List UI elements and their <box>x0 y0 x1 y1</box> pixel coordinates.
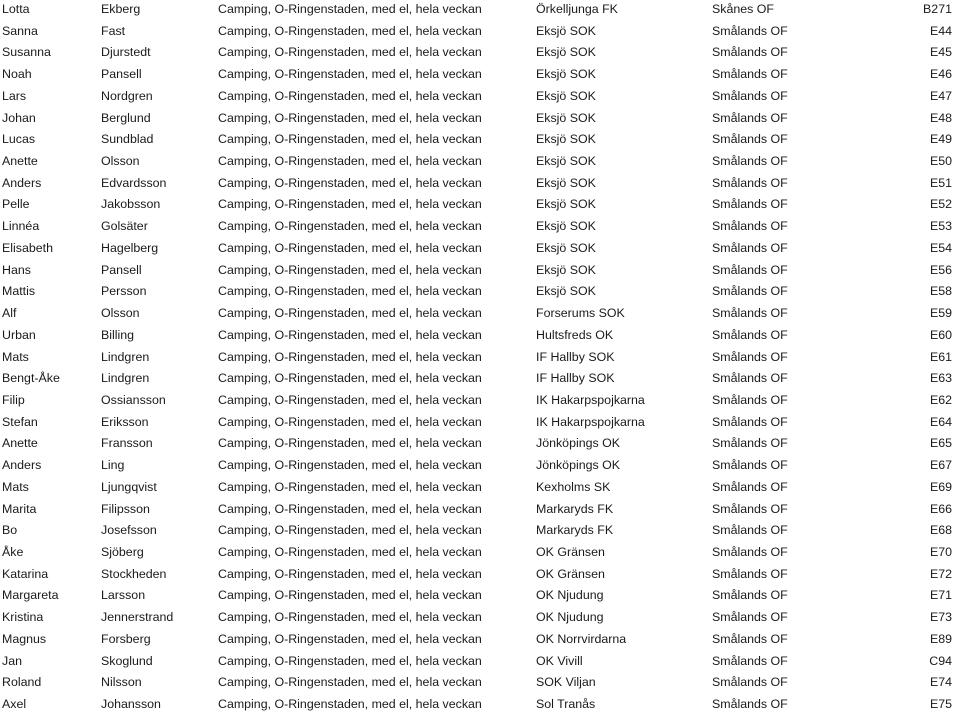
accommodation-cell: Camping, O-Ringenstaden, med el, hela veckan <box>218 545 482 559</box>
district-cell: Smålands OF <box>712 23 788 38</box>
accommodation-cell: Camping, O-Ringenstaden, med el, hela veckan <box>218 262 482 277</box>
spot-number-cell: E48 <box>929 110 952 125</box>
last-name-cell: Eriksson <box>101 414 149 429</box>
first-name-cell: Anette <box>2 154 38 169</box>
accommodation-cell: Camping, O-Ringenstaden, med el, hela veckan <box>218 458 482 473</box>
first-name-cell: Kristina <box>2 610 44 625</box>
table-row <box>0 479 960 501</box>
first-name-cell: Magnus <box>2 631 47 646</box>
table-row <box>0 674 960 696</box>
table-row <box>0 175 960 197</box>
accommodation-cell: Camping, O-Ringenstaden, med el, hela veckan <box>218 219 482 234</box>
accommodation-cell: Camping, O-Ringenstaden, med el, hela veckan <box>218 2 482 16</box>
club-cell: Eksjö SOK <box>536 197 596 212</box>
accommodation-cell: Camping, O-Ringenstaden, med el, hela veckan <box>218 392 482 407</box>
first-name-cell: Axel <box>2 697 27 712</box>
club-cell: Eksjö SOK <box>536 45 596 60</box>
last-name-cell: Ossiansson <box>101 392 166 407</box>
table-row <box>0 587 960 609</box>
district-cell: Smålands OF <box>712 588 788 603</box>
spot-number-cell: E58 <box>929 284 952 299</box>
district-cell: Smålands OF <box>712 88 788 103</box>
accommodation-cell: Camping, O-Ringenstaden, med el, hela veckan <box>218 501 482 516</box>
club-cell: Eksjö SOK <box>536 240 596 255</box>
table-row <box>0 327 960 349</box>
table-row <box>0 262 960 284</box>
district-cell: Smålands OF <box>712 67 788 82</box>
district-cell: Smålands OF <box>712 154 788 169</box>
table-row <box>0 566 960 588</box>
table-row <box>0 370 960 392</box>
last-name-cell: Larsson <box>101 588 146 603</box>
club-cell: IK Hakarpspojkarna <box>536 414 645 429</box>
table-row <box>0 522 960 544</box>
spot-number-cell: E49 <box>929 132 952 147</box>
first-name-cell: Pelle <box>2 197 30 212</box>
accommodation-cell: Camping, O-Ringenstaden, med el, hela veckan <box>218 132 482 147</box>
district-cell: Smålands OF <box>712 306 788 321</box>
table-row <box>0 631 960 653</box>
last-name-cell: Jennerstrand <box>101 610 174 625</box>
last-name-cell: Nilsson <box>101 675 142 690</box>
first-name-cell: Marita <box>2 501 37 516</box>
spot-number-cell: E67 <box>929 458 952 473</box>
club-cell: Jönköpings OK <box>536 436 621 451</box>
club-cell: OK Njudung <box>536 610 604 625</box>
first-name-cell: Elisabeth <box>2 240 53 255</box>
spot-number-cell: E64 <box>929 414 952 429</box>
table-row <box>0 1 960 23</box>
last-name-cell: Djurstedt <box>101 45 151 60</box>
first-name-cell: Johan <box>2 110 36 125</box>
accommodation-cell: Camping, O-Ringenstaden, med el, hela veckan <box>218 88 482 103</box>
first-name-cell: Åke <box>2 545 24 559</box>
spot-number-cell: E68 <box>929 523 952 538</box>
club-cell: Eksjö SOK <box>536 110 596 125</box>
last-name-cell: Billing <box>101 327 135 342</box>
last-name-cell: Edvardsson <box>101 175 167 190</box>
last-name-cell: Jakobsson <box>101 197 161 212</box>
accommodation-cell: Camping, O-Ringenstaden, med el, hela veckan <box>218 371 482 386</box>
last-name-cell: Lindgren <box>101 371 150 386</box>
first-name-cell: Mattis <box>2 284 36 299</box>
accommodation-cell: Camping, O-Ringenstaden, med el, hela veckan <box>218 588 482 603</box>
last-name-cell: Fast <box>101 23 126 38</box>
club-cell: OK Gränsen <box>536 545 605 559</box>
first-name-cell: Roland <box>2 675 42 690</box>
table-row <box>0 153 960 175</box>
district-cell: Smålands OF <box>712 219 788 234</box>
accommodation-cell: Camping, O-Ringenstaden, med el, hela veckan <box>218 697 482 712</box>
club-cell: Eksjö SOK <box>536 67 596 82</box>
last-name-cell: Ling <box>101 458 125 473</box>
first-name-cell: Filip <box>2 392 25 407</box>
club-cell: IF Hallby SOK <box>536 371 615 386</box>
spot-number-cell: E56 <box>929 262 952 277</box>
club-cell: Hultsfreds OK <box>536 327 614 342</box>
last-name-cell: Sjöberg <box>101 545 144 559</box>
spot-number-cell: B271 <box>923 2 952 16</box>
club-cell: Sol Tranås <box>536 697 596 712</box>
accommodation-cell: Camping, O-Ringenstaden, med el, hela veckan <box>218 349 482 364</box>
club-cell: IF Hallby SOK <box>536 349 615 364</box>
club-cell: Örkelljunga FK <box>536 2 618 16</box>
table-row <box>0 609 960 631</box>
accommodation-cell: Camping, O-Ringenstaden, med el, hela veckan <box>218 479 482 494</box>
accommodation-cell: Camping, O-Ringenstaden, med el, hela veckan <box>218 240 482 255</box>
spot-number-cell: E65 <box>929 436 952 451</box>
last-name-cell: Ljungqvist <box>101 479 157 494</box>
district-cell: Smålands OF <box>712 436 788 451</box>
spot-number-cell: E70 <box>929 545 952 559</box>
accommodation-cell: Camping, O-Ringenstaden, med el, hela veckan <box>218 197 482 212</box>
club-cell: Kexholms SK <box>536 479 611 494</box>
accommodation-cell: Camping, O-Ringenstaden, med el, hela veckan <box>218 631 482 646</box>
last-name-cell: Johansson <box>101 697 161 712</box>
first-name-cell: Bengt-Åke <box>2 371 60 386</box>
table-row <box>0 544 960 566</box>
first-name-cell: Urban <box>2 327 36 342</box>
accommodation-cell: Camping, O-Ringenstaden, med el, hela veckan <box>218 414 482 429</box>
club-cell: IK Hakarpspojkarna <box>536 392 645 407</box>
last-name-cell: Forsberg <box>101 631 151 646</box>
spot-number-cell: E54 <box>929 240 952 255</box>
spot-number-cell: E74 <box>929 675 952 690</box>
last-name-cell: Berglund <box>101 110 151 125</box>
club-cell: OK Vivill <box>536 653 583 668</box>
spot-number-cell: E45 <box>929 45 952 60</box>
first-name-cell: Bo <box>2 523 18 538</box>
club-cell: Eksjö SOK <box>536 154 596 169</box>
club-cell: Forserums SOK <box>536 306 625 321</box>
district-cell: Smålands OF <box>712 414 788 429</box>
accommodation-cell: Camping, O-Ringenstaden, med el, hela veckan <box>218 175 482 190</box>
district-cell: Smålands OF <box>712 653 788 668</box>
last-name-cell: Olsson <box>101 306 140 321</box>
district-cell: Smålands OF <box>712 458 788 473</box>
accommodation-cell: Camping, O-Ringenstaden, med el, hela veckan <box>218 110 482 125</box>
spot-number-cell: E50 <box>929 154 952 169</box>
spot-number-cell: E63 <box>929 371 952 386</box>
spot-number-cell: E59 <box>929 306 952 321</box>
last-name-cell: Hagelberg <box>101 240 159 255</box>
table-row <box>0 23 960 45</box>
district-cell: Skånes OF <box>712 2 774 16</box>
accommodation-cell: Camping, O-Ringenstaden, med el, hela veckan <box>218 653 482 668</box>
table-row <box>0 457 960 479</box>
district-cell: Smålands OF <box>712 566 788 581</box>
table-row <box>0 131 960 153</box>
last-name-cell: Olsson <box>101 154 140 169</box>
table-row <box>0 283 960 305</box>
district-cell: Smålands OF <box>712 501 788 516</box>
table-row <box>0 305 960 327</box>
first-name-cell: Jan <box>2 653 22 668</box>
last-name-cell: Lindgren <box>101 349 150 364</box>
district-cell: Smålands OF <box>712 523 788 538</box>
club-cell: Jönköpings OK <box>536 458 621 473</box>
first-name-cell: Mats <box>2 479 29 494</box>
first-name-cell: Lotta <box>2 2 30 16</box>
club-cell: OK Norrvirdarna <box>536 631 627 646</box>
first-name-cell: Margareta <box>2 588 59 603</box>
accommodation-cell: Camping, O-Ringenstaden, med el, hela veckan <box>218 154 482 169</box>
district-cell: Smålands OF <box>712 675 788 690</box>
spot-number-cell: E72 <box>929 566 952 581</box>
first-name-cell: Lars <box>2 88 27 103</box>
accommodation-cell: Camping, O-Ringenstaden, med el, hela veckan <box>218 45 482 60</box>
district-cell: Smålands OF <box>712 262 788 277</box>
district-cell: Smålands OF <box>712 349 788 364</box>
district-cell: Smålands OF <box>712 132 788 147</box>
spot-number-cell: E75 <box>929 697 952 712</box>
club-cell: Eksjö SOK <box>536 88 596 103</box>
last-name-cell: Sundblad <box>101 132 154 147</box>
district-cell: Smålands OF <box>712 545 788 559</box>
district-cell: Smålands OF <box>712 610 788 625</box>
district-cell: Smålands OF <box>712 392 788 407</box>
spot-number-cell: E60 <box>929 327 952 342</box>
first-name-cell: Lucas <box>2 132 36 147</box>
table-row <box>0 240 960 262</box>
table-row <box>0 435 960 457</box>
accommodation-cell: Camping, O-Ringenstaden, med el, hela veckan <box>218 284 482 299</box>
accommodation-cell: Camping, O-Ringenstaden, med el, hela veckan <box>218 327 482 342</box>
district-cell: Smålands OF <box>712 110 788 125</box>
last-name-cell: Pansell <box>101 67 142 82</box>
club-cell: OK Gränsen <box>536 566 605 581</box>
table-row <box>0 196 960 218</box>
first-name-cell: Anette <box>2 436 38 451</box>
last-name-cell: Stockheden <box>101 566 167 581</box>
district-cell: Smålands OF <box>712 175 788 190</box>
table-row <box>0 66 960 88</box>
spot-number-cell: E71 <box>929 588 952 603</box>
district-cell: Smålands OF <box>712 327 788 342</box>
last-name-cell: Nordgren <box>101 88 153 103</box>
spot-number-cell: E46 <box>929 67 952 82</box>
first-name-cell: Anders <box>2 175 42 190</box>
table-row <box>0 653 960 675</box>
table-row <box>0 88 960 110</box>
district-cell: Smålands OF <box>712 240 788 255</box>
spot-number-cell: C94 <box>929 653 952 668</box>
club-cell: Eksjö SOK <box>536 219 596 234</box>
district-cell: Smålands OF <box>712 631 788 646</box>
first-name-cell: Alf <box>2 306 17 321</box>
last-name-cell: Pansell <box>101 262 142 277</box>
accommodation-cell: Camping, O-Ringenstaden, med el, hela veckan <box>218 67 482 82</box>
spot-number-cell: E69 <box>929 479 952 494</box>
first-name-cell: Katarina <box>2 566 49 581</box>
club-cell: Markaryds FK <box>536 501 614 516</box>
last-name-cell: Golsäter <box>101 219 148 234</box>
club-cell: OK Njudung <box>536 588 604 603</box>
district-cell: Smålands OF <box>712 197 788 212</box>
spot-number-cell: E51 <box>929 175 952 190</box>
table-row <box>0 218 960 240</box>
spot-number-cell: E47 <box>929 88 952 103</box>
table-row <box>0 44 960 66</box>
accommodation-cell: Camping, O-Ringenstaden, med el, hela veckan <box>218 675 482 690</box>
first-name-cell: Sanna <box>2 23 38 38</box>
table-row <box>0 349 960 371</box>
spot-number-cell: E61 <box>929 349 952 364</box>
district-cell: Smålands OF <box>712 479 788 494</box>
table-row <box>0 110 960 132</box>
spot-number-cell: E52 <box>929 197 952 212</box>
last-name-cell: Skoglund <box>101 653 153 668</box>
accommodation-cell: Camping, O-Ringenstaden, med el, hela veckan <box>218 610 482 625</box>
club-cell: Eksjö SOK <box>536 23 596 38</box>
first-name-cell: Linnéa <box>2 219 40 234</box>
table-row <box>0 696 960 718</box>
accommodation-cell: Camping, O-Ringenstaden, med el, hela veckan <box>218 306 482 321</box>
spot-number-cell: E66 <box>929 501 952 516</box>
first-name-cell: Mats <box>2 349 29 364</box>
table-row <box>0 392 960 414</box>
accommodation-cell: Camping, O-Ringenstaden, med el, hela veckan <box>218 566 482 581</box>
district-cell: Smålands OF <box>712 697 788 712</box>
club-cell: Markaryds FK <box>536 523 614 538</box>
spot-number-cell: E89 <box>929 631 952 646</box>
club-cell: Eksjö SOK <box>536 284 596 299</box>
first-name-cell: Hans <box>2 262 31 277</box>
last-name-cell: Filipsson <box>101 501 150 516</box>
accommodation-cell: Camping, O-Ringenstaden, med el, hela veckan <box>218 23 482 38</box>
last-name-cell: Persson <box>101 284 147 299</box>
table-row <box>0 414 960 436</box>
spot-number-cell: E53 <box>929 219 952 234</box>
club-cell: Eksjö SOK <box>536 262 596 277</box>
first-name-cell: Noah <box>2 67 32 82</box>
accommodation-cell: Camping, O-Ringenstaden, med el, hela veckan <box>218 436 482 451</box>
table-row <box>0 501 960 523</box>
club-cell: Eksjö SOK <box>536 132 596 147</box>
spot-number-cell: E73 <box>929 610 952 625</box>
last-name-cell: Fransson <box>101 436 153 451</box>
first-name-cell: Anders <box>2 458 42 473</box>
club-cell: SOK Viljan <box>536 675 596 690</box>
spot-number-cell: E44 <box>929 23 952 38</box>
district-cell: Smålands OF <box>712 45 788 60</box>
accommodation-cell: Camping, O-Ringenstaden, med el, hela veckan <box>218 523 482 538</box>
first-name-cell: Stefan <box>2 414 38 429</box>
club-cell: Eksjö SOK <box>536 175 596 190</box>
district-cell: Smålands OF <box>712 371 788 386</box>
spot-number-cell: E62 <box>929 392 952 407</box>
last-name-cell: Josefsson <box>101 523 157 538</box>
last-name-cell: Ekberg <box>101 2 141 16</box>
first-name-cell: Susanna <box>2 45 51 60</box>
district-cell: Smålands OF <box>712 284 788 299</box>
